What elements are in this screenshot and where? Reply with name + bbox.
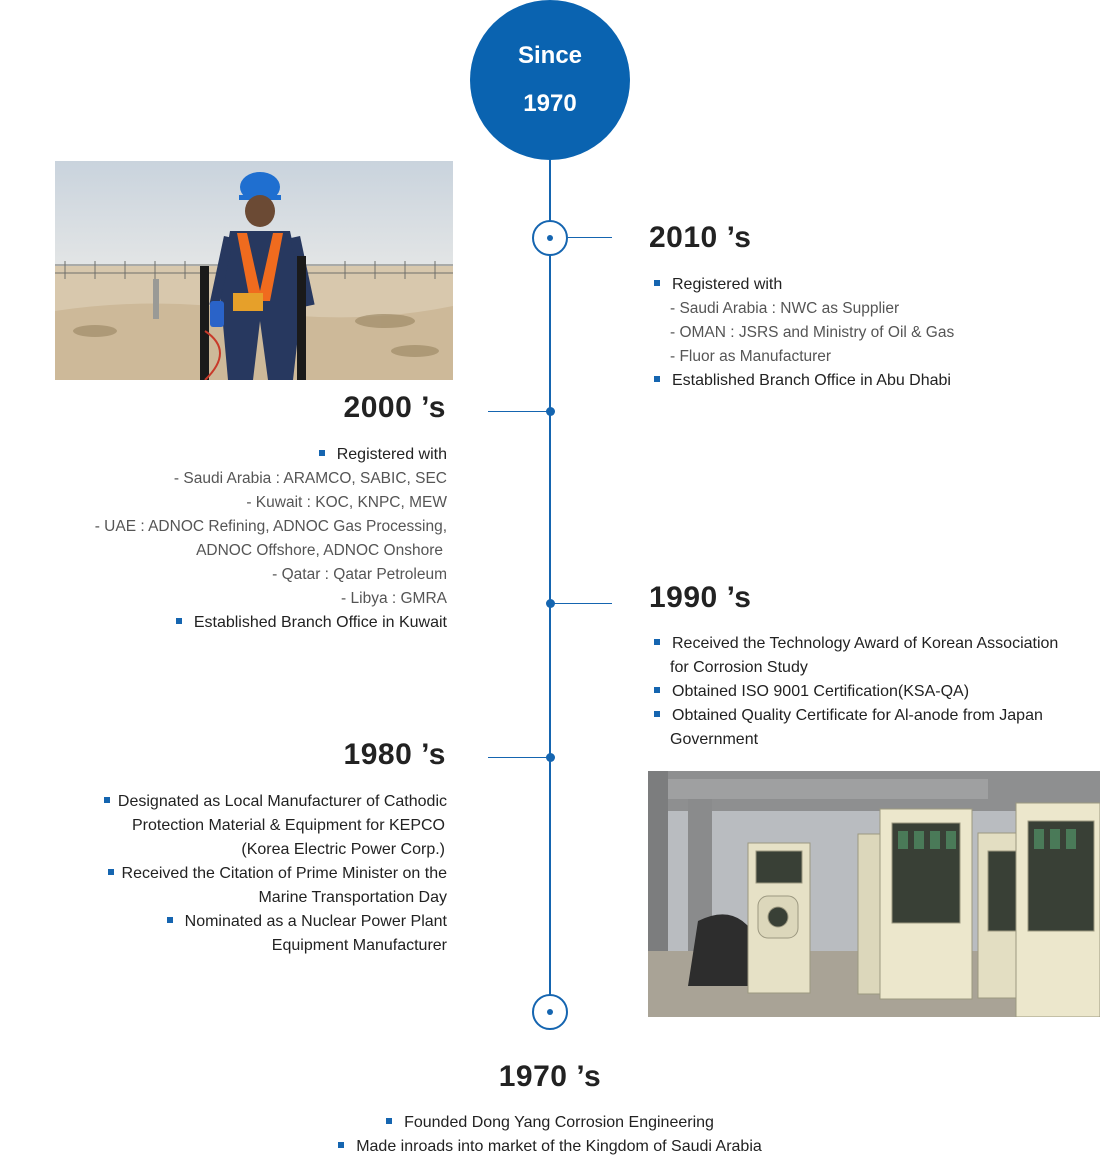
bullet-icon — [338, 1142, 344, 1148]
bullet-icon — [654, 711, 660, 717]
list-item: Made inroads into market of the Kingdom of Saudi Arabia — [0, 1135, 1100, 1159]
connector-2000 — [488, 411, 548, 412]
list-item-cont: Marine Transportation Day — [258, 889, 447, 906]
bullet-icon — [167, 917, 173, 923]
list-item-cont: Protection Material & Equipment for KEPCO — [131, 817, 445, 834]
list-item: Received the Technology Award of Korean Association — [654, 632, 1094, 656]
bullet-icon — [319, 450, 325, 456]
decade-title-1990: 1990 ’s — [649, 581, 752, 614]
list-item: Obtained Quality Certificate for Al-anode from Japan — [654, 704, 1094, 728]
since-year: 1970 — [523, 90, 577, 117]
connector-1990 — [552, 603, 612, 604]
bullet-icon — [654, 280, 660, 286]
list-subitem: ADNOC Offshore, ADNOC Onshore — [196, 542, 443, 559]
bullet-icon — [104, 797, 110, 803]
bullet-icon — [654, 639, 660, 645]
list-subitem: - Kuwait : KOC, KNPC, MEW — [246, 494, 447, 511]
list-item-cont: Equipment Manufacturer — [271, 937, 447, 954]
timeline-marker-2010 — [532, 220, 568, 256]
list-item-cont: for Corrosion Study — [670, 659, 808, 676]
list-subitem: - Libya : GMRA — [341, 590, 447, 607]
decade-title-1970: 1970 ’s — [498, 1060, 602, 1093]
engineer-photo — [55, 161, 453, 380]
connector-1980 — [488, 757, 548, 758]
list-item: Registered with — [654, 273, 1084, 297]
list-item: Nominated as a Nuclear Power Plant — [60, 910, 447, 934]
decade-items-1980 — [60, 790, 447, 958]
since-label: Since — [517, 42, 583, 69]
list-subitem: - OMAN : JSRS and Ministry of Oil & Gas — [670, 324, 955, 341]
list-subitem: - Fluor as Manufacturer — [670, 348, 832, 365]
timeline-marker-1970 — [532, 994, 568, 1030]
since-badge — [470, 0, 630, 160]
list-subitem: - Saudi Arabia : ARAMCO, SABIC, SEC — [173, 470, 447, 487]
list-item: Established Branch Office in Abu Dhabi — [654, 369, 1084, 393]
decade-items-1990 — [654, 632, 1094, 752]
timeline-line — [549, 160, 551, 1015]
bullet-icon — [176, 618, 182, 624]
list-item: Received the Citation of Prime Minister on the — [60, 862, 447, 886]
decade-items-2000 — [40, 443, 447, 635]
decade-title-2010: 2010 ’s — [649, 221, 752, 254]
list-subitem: - Saudi Arabia : NWC as Supplier — [670, 300, 900, 317]
bullet-icon — [654, 376, 660, 382]
list-subitem: - Qatar : Qatar Petroleum — [272, 566, 447, 583]
decade-title-2000: 2000 ’s — [343, 391, 446, 424]
list-item: Registered with — [40, 443, 447, 467]
decade-items-2010 — [654, 273, 1084, 393]
bullet-icon — [654, 687, 660, 693]
list-item-cont: Government — [670, 731, 759, 748]
list-item: Designated as Local Manufacturer of Cathodic — [60, 790, 447, 814]
cabinets-photo — [648, 771, 1100, 1017]
list-subitem: - UAE : ADNOC Refining, ADNOC Gas Processing, — [94, 518, 447, 535]
list-item: Obtained ISO 9001 Certification(KSA-QA) — [654, 680, 1094, 704]
connector-2010 — [568, 237, 612, 238]
list-item: Founded Dong Yang Corrosion Engineering — [0, 1111, 1100, 1135]
decade-title-1980: 1980 ’s — [343, 738, 446, 771]
decade-items-1970 — [0, 1111, 1100, 1159]
bullet-icon — [108, 869, 114, 875]
list-item: Established Branch Office in Kuwait — [40, 611, 447, 635]
bullet-icon — [386, 1118, 392, 1124]
list-item-cont: (Korea Electric Power Corp.) — [241, 841, 445, 858]
